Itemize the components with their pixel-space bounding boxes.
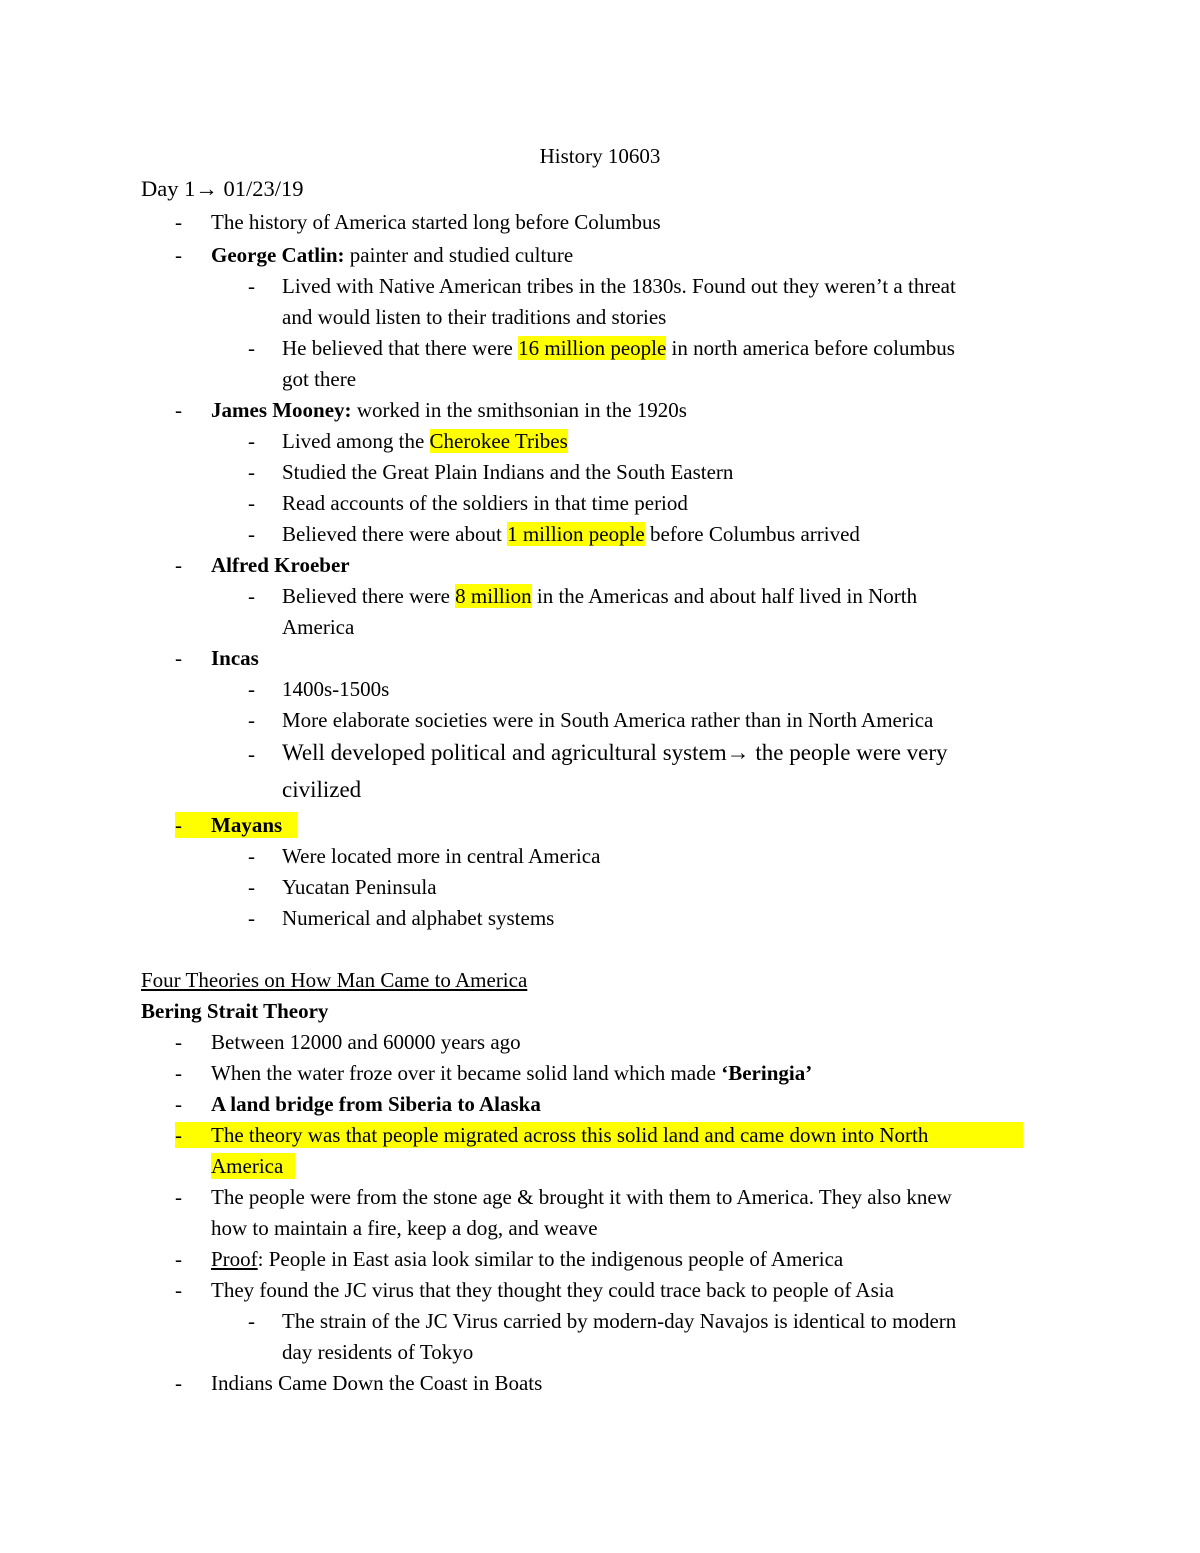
bullet-dash: -: [248, 336, 255, 360]
highlighted-text: 16 million people: [518, 336, 667, 360]
bold-term: ‘Beringia’: [721, 1061, 813, 1085]
list-item: A land bridge from Siberia to Alaska: [211, 1092, 541, 1116]
bullet-dash: -: [248, 460, 255, 484]
list-item-continuation: how to maintain a fire, keep a dog, and weave: [211, 1216, 598, 1240]
bullet-dash: -: [248, 584, 255, 608]
list-item: More elaborate societies were in South America rather than in North America: [282, 708, 934, 732]
list-item-continuation: day residents of Tokyo: [282, 1340, 474, 1364]
list-item: Lived with Native American tribes in the 1830s. Found out they weren’t a threat: [282, 274, 956, 298]
bullet-dash: -: [175, 1061, 182, 1085]
list-item: [282, 335, 955, 361]
bullet-dash: -: [248, 906, 255, 930]
person-name: James Mooney:: [211, 398, 352, 422]
bullet-dash: -: [248, 274, 255, 298]
bullet-dash: -: [248, 742, 255, 766]
bullet-dash: -: [175, 1278, 182, 1302]
section-name: Mayans: [211, 813, 283, 837]
bullet-dash: -: [248, 708, 255, 732]
bullet-dash: -: [248, 677, 255, 701]
item-text: before Columbus arrived: [644, 522, 860, 546]
item-text: in the Americas and about half lived in North: [531, 584, 918, 608]
list-item-continuation: and would listen to their traditions and stories: [282, 305, 667, 329]
bullet-dash: -: [175, 1092, 182, 1116]
bullet-dash: -: [175, 1371, 182, 1395]
bullet-dash: -: [248, 522, 255, 546]
list-item: [211, 1060, 812, 1086]
list-item: [282, 521, 860, 547]
item-text: Lived among the: [282, 429, 430, 453]
list-item: Studied the Great Plain Indians and the South Eastern: [282, 460, 734, 484]
highlighted-text: 8 million: [455, 584, 532, 608]
item-text: Believed there were about: [282, 522, 508, 546]
bullet-dash: -: [248, 491, 255, 515]
bullet-dash: -: [175, 1247, 182, 1271]
section-heading: Four Theories on How Man Came to America: [141, 968, 528, 992]
bullet-dash: -: [175, 1123, 182, 1147]
bullet-dash: -: [175, 813, 182, 837]
day-heading: Day 1→ 01/23/19: [141, 176, 304, 201]
item-text: The theory was that people migrated across this solid land and came down into North: [211, 1123, 929, 1147]
item-text: : People in East asia look similar to the indigenous people of America: [257, 1247, 844, 1271]
list-item: Numerical and alphabet systems: [282, 906, 555, 930]
list-item: [282, 583, 917, 609]
bullet-dash: -: [248, 875, 255, 899]
list-item: Were located more in central America: [282, 844, 601, 868]
bullet-dash: -: [175, 1030, 182, 1054]
list-item: The history of America started long before Columbus: [211, 210, 661, 234]
list-item-continuation: civilized: [282, 777, 362, 802]
bullet-dash: -: [175, 210, 182, 234]
list-item: [282, 428, 568, 454]
list-item: Indians Came Down the Coast in Boats: [211, 1371, 543, 1395]
highlighted-text: Cherokee Tribes: [429, 429, 568, 453]
section-name: Incas: [211, 646, 259, 670]
highlighted-text: 1 million people: [507, 522, 645, 546]
item-text: He believed that there were: [282, 336, 519, 360]
list-item: Between 12000 and 60000 years ago: [211, 1030, 521, 1054]
bullet-dash: -: [248, 1309, 255, 1333]
mayans-highlighted-item: [175, 812, 297, 838]
list-item: The people were from the stone age & brought it with them to America. They also knew: [211, 1185, 952, 1209]
bullet-dash: -: [175, 646, 182, 670]
list-item: Read accounts of the soldiers in that time period: [282, 491, 688, 515]
highlighted-list-item: [175, 1122, 1023, 1148]
item-text: worked in the smithsonian in the 1920s: [351, 398, 687, 422]
bullet-dash: -: [248, 844, 255, 868]
bullet-dash: -: [175, 1185, 182, 1209]
highlighted-list-item-continuation: America: [211, 1153, 295, 1179]
person-name: George Catlin:: [211, 243, 345, 267]
document-title: History 10603: [539, 144, 661, 168]
list-item: [211, 1246, 843, 1272]
bullet-dash: -: [175, 398, 182, 422]
list-item: Well developed political and agricultural system→ the people were very: [282, 740, 948, 765]
bullet-dash: -: [175, 553, 182, 577]
bullet-dash: -: [248, 429, 255, 453]
item-text: painter and studied culture: [344, 243, 574, 267]
item-text: in north america before columbus: [666, 336, 955, 360]
list-item: 1400s-1500s: [282, 677, 390, 701]
subsection-heading: Bering Strait Theory: [141, 999, 329, 1023]
underlined-term: Proof: [211, 1247, 258, 1271]
list-item: They found the JC virus that they thought they could trace back to people of Asia: [211, 1278, 894, 1302]
list-item: [211, 397, 687, 423]
list-item: Yucatan Peninsula: [282, 875, 437, 899]
person-name: Alfred Kroeber: [211, 553, 350, 577]
list-item: [211, 242, 573, 268]
item-text: Believed there were: [282, 584, 456, 608]
item-text: When the water froze over it became solid land which made: [211, 1061, 722, 1085]
bullet-dash: -: [175, 243, 182, 267]
list-item-continuation: got there: [282, 367, 357, 391]
list-item: The strain of the JC Virus carried by modern-day Navajos is identical to modern: [282, 1309, 957, 1333]
list-item-continuation: America: [282, 615, 355, 639]
